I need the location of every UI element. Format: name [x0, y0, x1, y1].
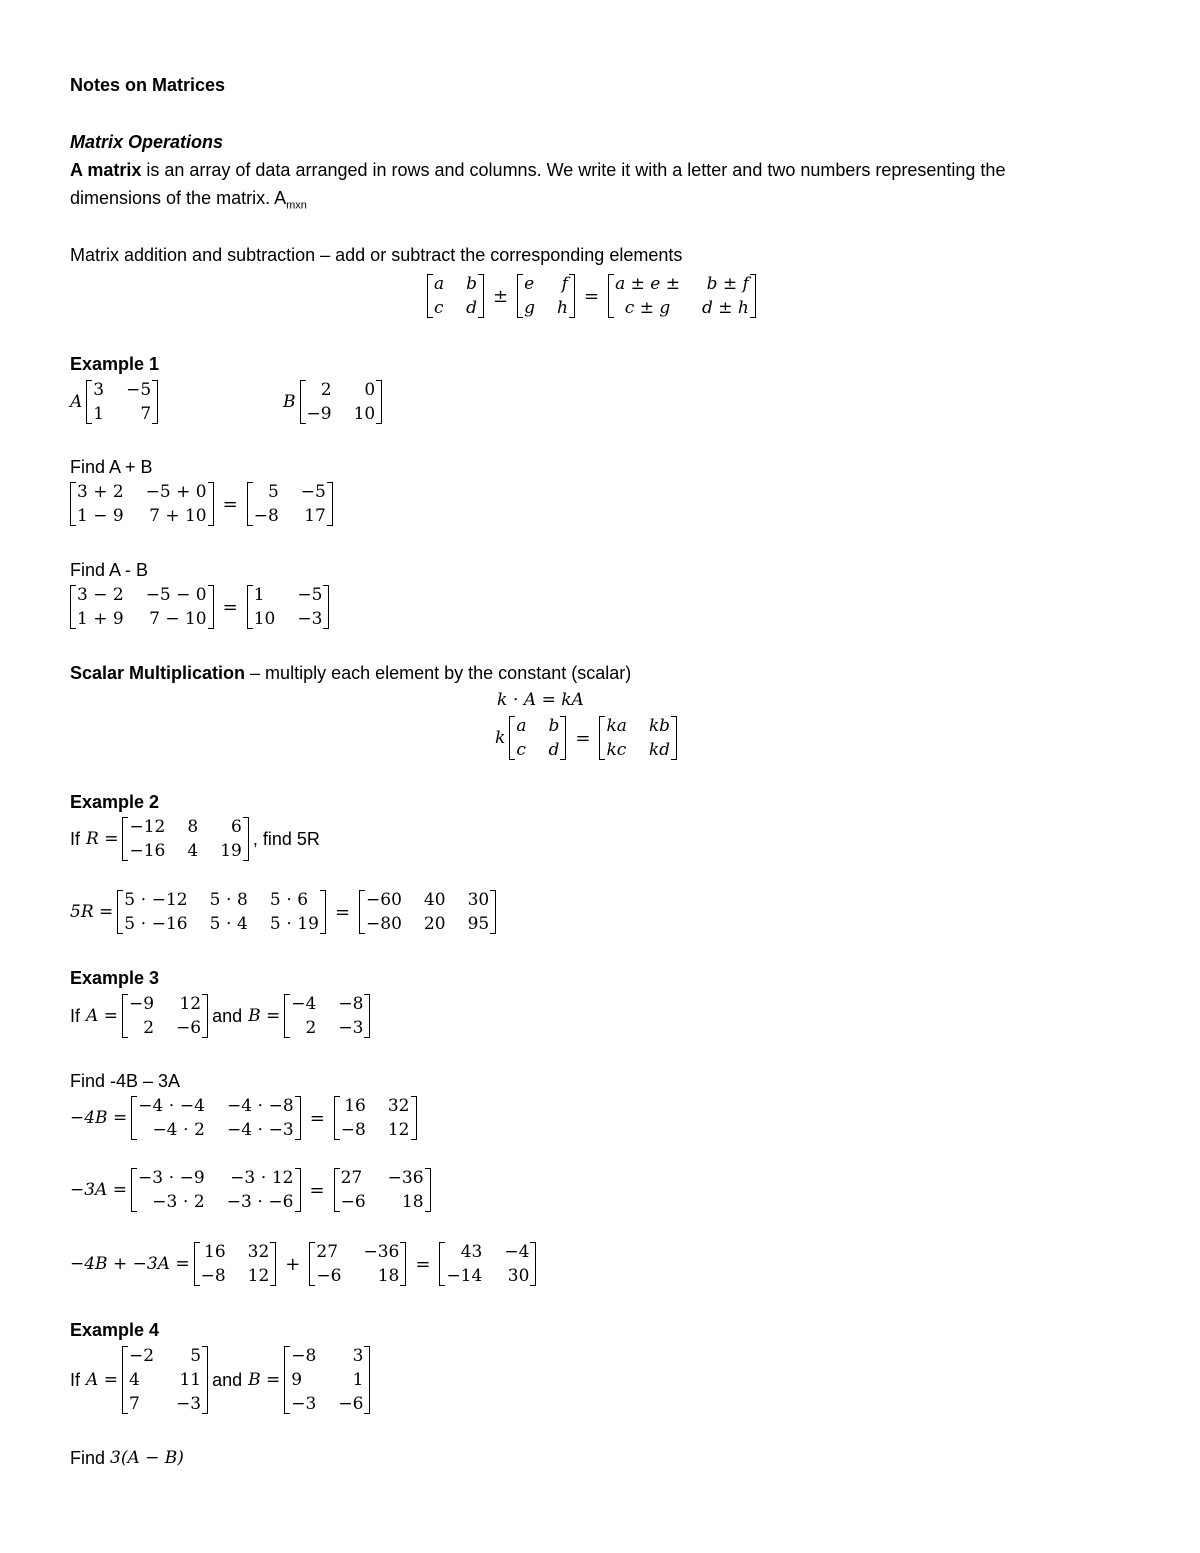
5r-lhs: 5R =	[70, 902, 114, 922]
matrix-cell: kb	[648, 716, 671, 736]
matrix-cell: 32	[387, 1096, 410, 1116]
matrix-cell: 1	[93, 404, 105, 424]
matrix-cell: 12	[387, 1120, 410, 1140]
matrix-cell: 32	[247, 1242, 270, 1262]
matrix-cell: −3 ⋅ −6	[226, 1192, 294, 1212]
matrix-cell: 7	[140, 404, 152, 424]
find-prefix: Find	[70, 1448, 111, 1468]
matrix-cell: 4	[128, 1370, 140, 1390]
addition-description: Matrix addition and subtraction – add or subtract the corresponding elements	[70, 245, 683, 265]
matrix-cell: −2	[128, 1346, 155, 1366]
if-text: If	[70, 829, 81, 849]
matrix-cell: 12	[179, 994, 202, 1014]
intro-line2-text: dimensions of the matrix. A	[70, 188, 287, 208]
difference-work-matrix	[70, 583, 214, 631]
minus-4b-lhs: −4B =	[70, 1108, 128, 1128]
matrix-cell: −3	[291, 1394, 317, 1414]
matrix-cell: 30	[467, 890, 490, 910]
scalar-matrix-1	[509, 714, 566, 762]
matrix-r	[122, 815, 248, 863]
minus-3a-equation	[70, 1166, 435, 1214]
matrix-cell: −36	[387, 1168, 424, 1188]
sum-result-matrix	[247, 480, 333, 528]
matrix-cell: 0	[364, 380, 376, 400]
matrix-cell: −6	[176, 1018, 202, 1038]
scalar-k: k	[495, 728, 506, 748]
matrix-cell: 17	[304, 506, 326, 526]
matrix-cell: 5 ⋅ 19	[269, 914, 319, 934]
matrix-cell: 10	[353, 404, 376, 424]
matrix-cell: b	[466, 274, 478, 294]
matrix-cell: 30	[507, 1266, 530, 1286]
scalar-description	[70, 661, 631, 685]
intro-text: is an array of data arranged in rows and columns. We write it with a letter and two numbers representing the	[141, 160, 1006, 180]
matrix-cell: −6	[316, 1266, 342, 1286]
matrix-cell: 1 + 9	[77, 609, 124, 629]
matrix-cell: a ± e ±	[615, 274, 680, 294]
matrix-cell: f	[561, 274, 568, 294]
section-heading: Matrix Operations	[70, 132, 224, 152]
matrix-cell: e	[524, 274, 535, 294]
matrix-b	[300, 378, 383, 426]
matrix-cell: kd	[648, 740, 671, 760]
minus-4b-equation	[70, 1094, 421, 1142]
sum-matrix-1	[194, 1240, 277, 1288]
matrix-b	[284, 992, 370, 1040]
find-difference-label: Find A - B	[70, 560, 149, 580]
matrix-cell: −9	[306, 404, 332, 424]
matrix-cell: −14	[446, 1266, 483, 1286]
scalar-bold-term: Scalar Multiplication	[70, 663, 246, 683]
matrix-cell: 1	[253, 585, 265, 605]
example-4-given	[70, 1344, 374, 1416]
matrix-cell: −3	[176, 1394, 202, 1414]
matrix-cell: d	[466, 298, 478, 318]
5r-result-matrix	[359, 888, 496, 936]
minus-3a-work-matrix	[131, 1166, 301, 1214]
matrix-cell: 5 ⋅ 8	[209, 890, 248, 910]
page-title: Notes on Matrices	[70, 75, 226, 95]
matrix-cell: −5 − 0	[145, 585, 207, 605]
matrix-cell: −3 ⋅ 2	[152, 1192, 205, 1212]
matrix-cell: c	[516, 740, 526, 760]
matrix-cell: 7 − 10	[149, 609, 207, 629]
matrix-cell: −8	[253, 506, 279, 526]
matrix-cell: −5	[297, 585, 323, 605]
matrix-cell: −4 ⋅ −4	[138, 1096, 205, 1116]
matrix-b-3x2	[284, 1344, 370, 1416]
matrix-cell: 5 ⋅ 6	[269, 890, 309, 910]
matrix-cell: −3	[338, 1018, 364, 1038]
matrix-cell: 20	[423, 914, 446, 934]
matrix-cell: ka	[606, 716, 627, 736]
matrix-cell: −4	[291, 994, 317, 1014]
example-3-given	[70, 992, 374, 1040]
matrix-cell: 12	[247, 1266, 270, 1286]
matrix-cell: 19	[220, 841, 242, 861]
equals-operator: =	[222, 493, 238, 515]
matrix-cell: b ± f	[706, 274, 749, 294]
example-1-heading: Example 1	[70, 354, 160, 374]
find-expression-label: Find -4B – 3A	[70, 1071, 181, 1091]
matrix-cell: 1	[352, 1370, 364, 1390]
addition-formula	[423, 272, 760, 320]
scalar-formula: k ⋅ A = kA	[497, 690, 584, 710]
addition-matrix-2	[517, 272, 575, 320]
matrix-cell: 7	[128, 1394, 140, 1414]
matrix-cell: d ± h	[701, 298, 749, 318]
matrix-cell: d	[548, 740, 560, 760]
matrix-cell: −36	[363, 1242, 400, 1262]
minus-4b-result-matrix	[334, 1094, 417, 1142]
matrix-a	[122, 992, 208, 1040]
and-text: and	[212, 1370, 243, 1390]
minus-3a-lhs: −3A =	[70, 1180, 127, 1200]
scalar-matrix-formula	[495, 714, 681, 762]
and-text: and	[212, 1006, 243, 1026]
intro-subscript: mxn	[286, 199, 307, 212]
matrix-cell: 3	[93, 380, 105, 400]
plus-operator: +	[285, 1253, 301, 1275]
example-1-matrix-a	[70, 378, 162, 426]
minus-3a-result-matrix	[334, 1166, 431, 1214]
difference-result-matrix	[247, 583, 330, 631]
matrix-cell: 5	[267, 482, 279, 502]
minus-4b-work-matrix	[131, 1094, 301, 1142]
matrix-cell: 10	[253, 609, 276, 629]
matrix-cell: −5 + 0	[145, 482, 207, 502]
matrix-cell: −80	[366, 914, 402, 934]
matrix-cell: g	[524, 298, 536, 318]
if-text: If	[70, 1006, 81, 1026]
a-lhs: A =	[86, 1370, 118, 1390]
matrix-cell: −60	[366, 890, 402, 910]
matrix-cell: −3 ⋅ 12	[230, 1168, 294, 1188]
matrix-a-3x2	[122, 1344, 208, 1416]
matrix-a	[86, 378, 158, 426]
matrix-cell: 27	[316, 1242, 339, 1262]
plus-minus-operator: ±	[493, 285, 509, 307]
matrix-cell: 3 − 2	[77, 585, 124, 605]
matrix-cell: −8	[338, 994, 364, 1014]
equals-operator: =	[334, 901, 351, 923]
intro-line-1	[70, 158, 1005, 182]
matrix-cell: 16	[204, 1242, 226, 1262]
equals-operator: =	[222, 596, 238, 618]
matrix-cell: −4 ⋅ −8	[226, 1096, 294, 1116]
matrix-cell: −5	[126, 380, 152, 400]
matrix-cell: 3 + 2	[77, 482, 124, 502]
addition-result-matrix	[608, 272, 756, 320]
matrix-cell: 43	[460, 1242, 483, 1262]
sum-equation	[66, 480, 337, 528]
matrix-cell: −5	[300, 482, 326, 502]
matrix-cell: 40	[423, 890, 446, 910]
example-4-heading: Example 4	[70, 1320, 160, 1340]
matrix-cell: −6	[340, 1192, 366, 1212]
matrix-cell: 1 − 9	[77, 506, 124, 526]
r-lhs: R =	[86, 829, 119, 849]
example-2-given	[70, 815, 320, 863]
b-lhs: B =	[248, 1006, 281, 1026]
matrix-cell: 7 + 10	[149, 506, 207, 526]
equals-operator: =	[309, 1179, 325, 1201]
matrix-cell: 5	[190, 1346, 202, 1366]
5r-work-matrix	[117, 888, 326, 936]
matrix-cell: 9	[291, 1370, 303, 1390]
find-sum-label: Find A + B	[70, 457, 153, 477]
intro-line-2	[70, 186, 307, 218]
matrix-cell: c	[434, 298, 444, 318]
matrix-cell: 6	[231, 817, 242, 837]
matrix-cell: −3	[297, 609, 323, 629]
matrix-cell: h	[557, 298, 568, 318]
sum-lhs: −4B + −3A =	[70, 1254, 190, 1274]
scalar-text: – multiply each element by the constant (scalar)	[245, 663, 632, 683]
difference-equation	[66, 583, 333, 631]
matrix-cell: 5 ⋅ −12	[124, 890, 188, 910]
matrix-cell: −12	[129, 817, 166, 837]
find-5r-text: , find 5R	[252, 829, 320, 849]
if-text: If	[70, 1370, 81, 1390]
matrix-cell: −3 ⋅ −9	[138, 1168, 205, 1188]
matrix-cell: c ± g	[624, 298, 671, 318]
intro-bold-term: A matrix	[70, 160, 142, 180]
equals-operator: =	[415, 1253, 431, 1275]
matrix-cell: 18	[377, 1266, 400, 1286]
sum-final-result-matrix	[439, 1240, 536, 1288]
matrix-cell: a	[434, 274, 445, 294]
matrix-cell: 5 ⋅ 4	[209, 914, 248, 934]
example-2-heading: Example 2	[70, 792, 160, 812]
matrix-cell: −9	[128, 994, 155, 1014]
equals-operator: =	[583, 285, 600, 307]
matrix-cell: 16	[344, 1096, 366, 1116]
matrix-cell: −4 ⋅ −3	[226, 1120, 294, 1140]
matrix-cell: 2	[143, 1018, 155, 1038]
example-4-find	[70, 1446, 184, 1470]
sum-work-matrix	[70, 480, 214, 528]
matrix-b-label: B	[283, 392, 296, 412]
matrix-cell: −8	[340, 1120, 366, 1140]
matrix-cell: −8	[291, 1346, 317, 1366]
find-expression: 3(A − B)	[110, 1448, 184, 1468]
matrix-cell: 5 ⋅ −16	[124, 914, 188, 934]
sum-final-equation	[70, 1240, 540, 1288]
matrix-cell: −4	[504, 1242, 530, 1262]
matrix-cell: 2	[320, 380, 332, 400]
matrix-cell: 18	[401, 1192, 424, 1212]
matrix-cell: 4	[187, 841, 199, 861]
matrix-cell: −6	[338, 1394, 364, 1414]
sum-matrix-2	[309, 1240, 406, 1288]
matrix-cell: −8	[200, 1266, 226, 1286]
equals-operator: =	[309, 1107, 325, 1129]
example-2-work	[70, 888, 500, 936]
example-3-heading: Example 3	[70, 968, 160, 988]
matrix-cell: −16	[129, 841, 166, 861]
matrix-cell: 8	[187, 817, 199, 837]
scalar-matrix-2	[599, 714, 677, 762]
matrix-cell: 11	[179, 1370, 202, 1390]
matrix-cell: kc	[606, 740, 627, 760]
matrix-cell: 27	[340, 1168, 363, 1188]
matrix-cell: 95	[467, 914, 490, 934]
matrix-cell: 3	[352, 1346, 364, 1366]
equals-operator: =	[575, 727, 591, 749]
matrix-cell: b	[548, 716, 560, 736]
addition-matrix-1	[427, 272, 484, 320]
matrix-cell: −4 ⋅ 2	[152, 1120, 205, 1140]
matrix-cell: a	[516, 716, 527, 736]
example-1-matrix-b	[283, 378, 386, 426]
b-lhs: B =	[248, 1370, 281, 1390]
matrix-cell: 2	[305, 1018, 317, 1038]
matrix-a-label: A	[70, 392, 83, 412]
a-lhs: A =	[86, 1006, 118, 1026]
